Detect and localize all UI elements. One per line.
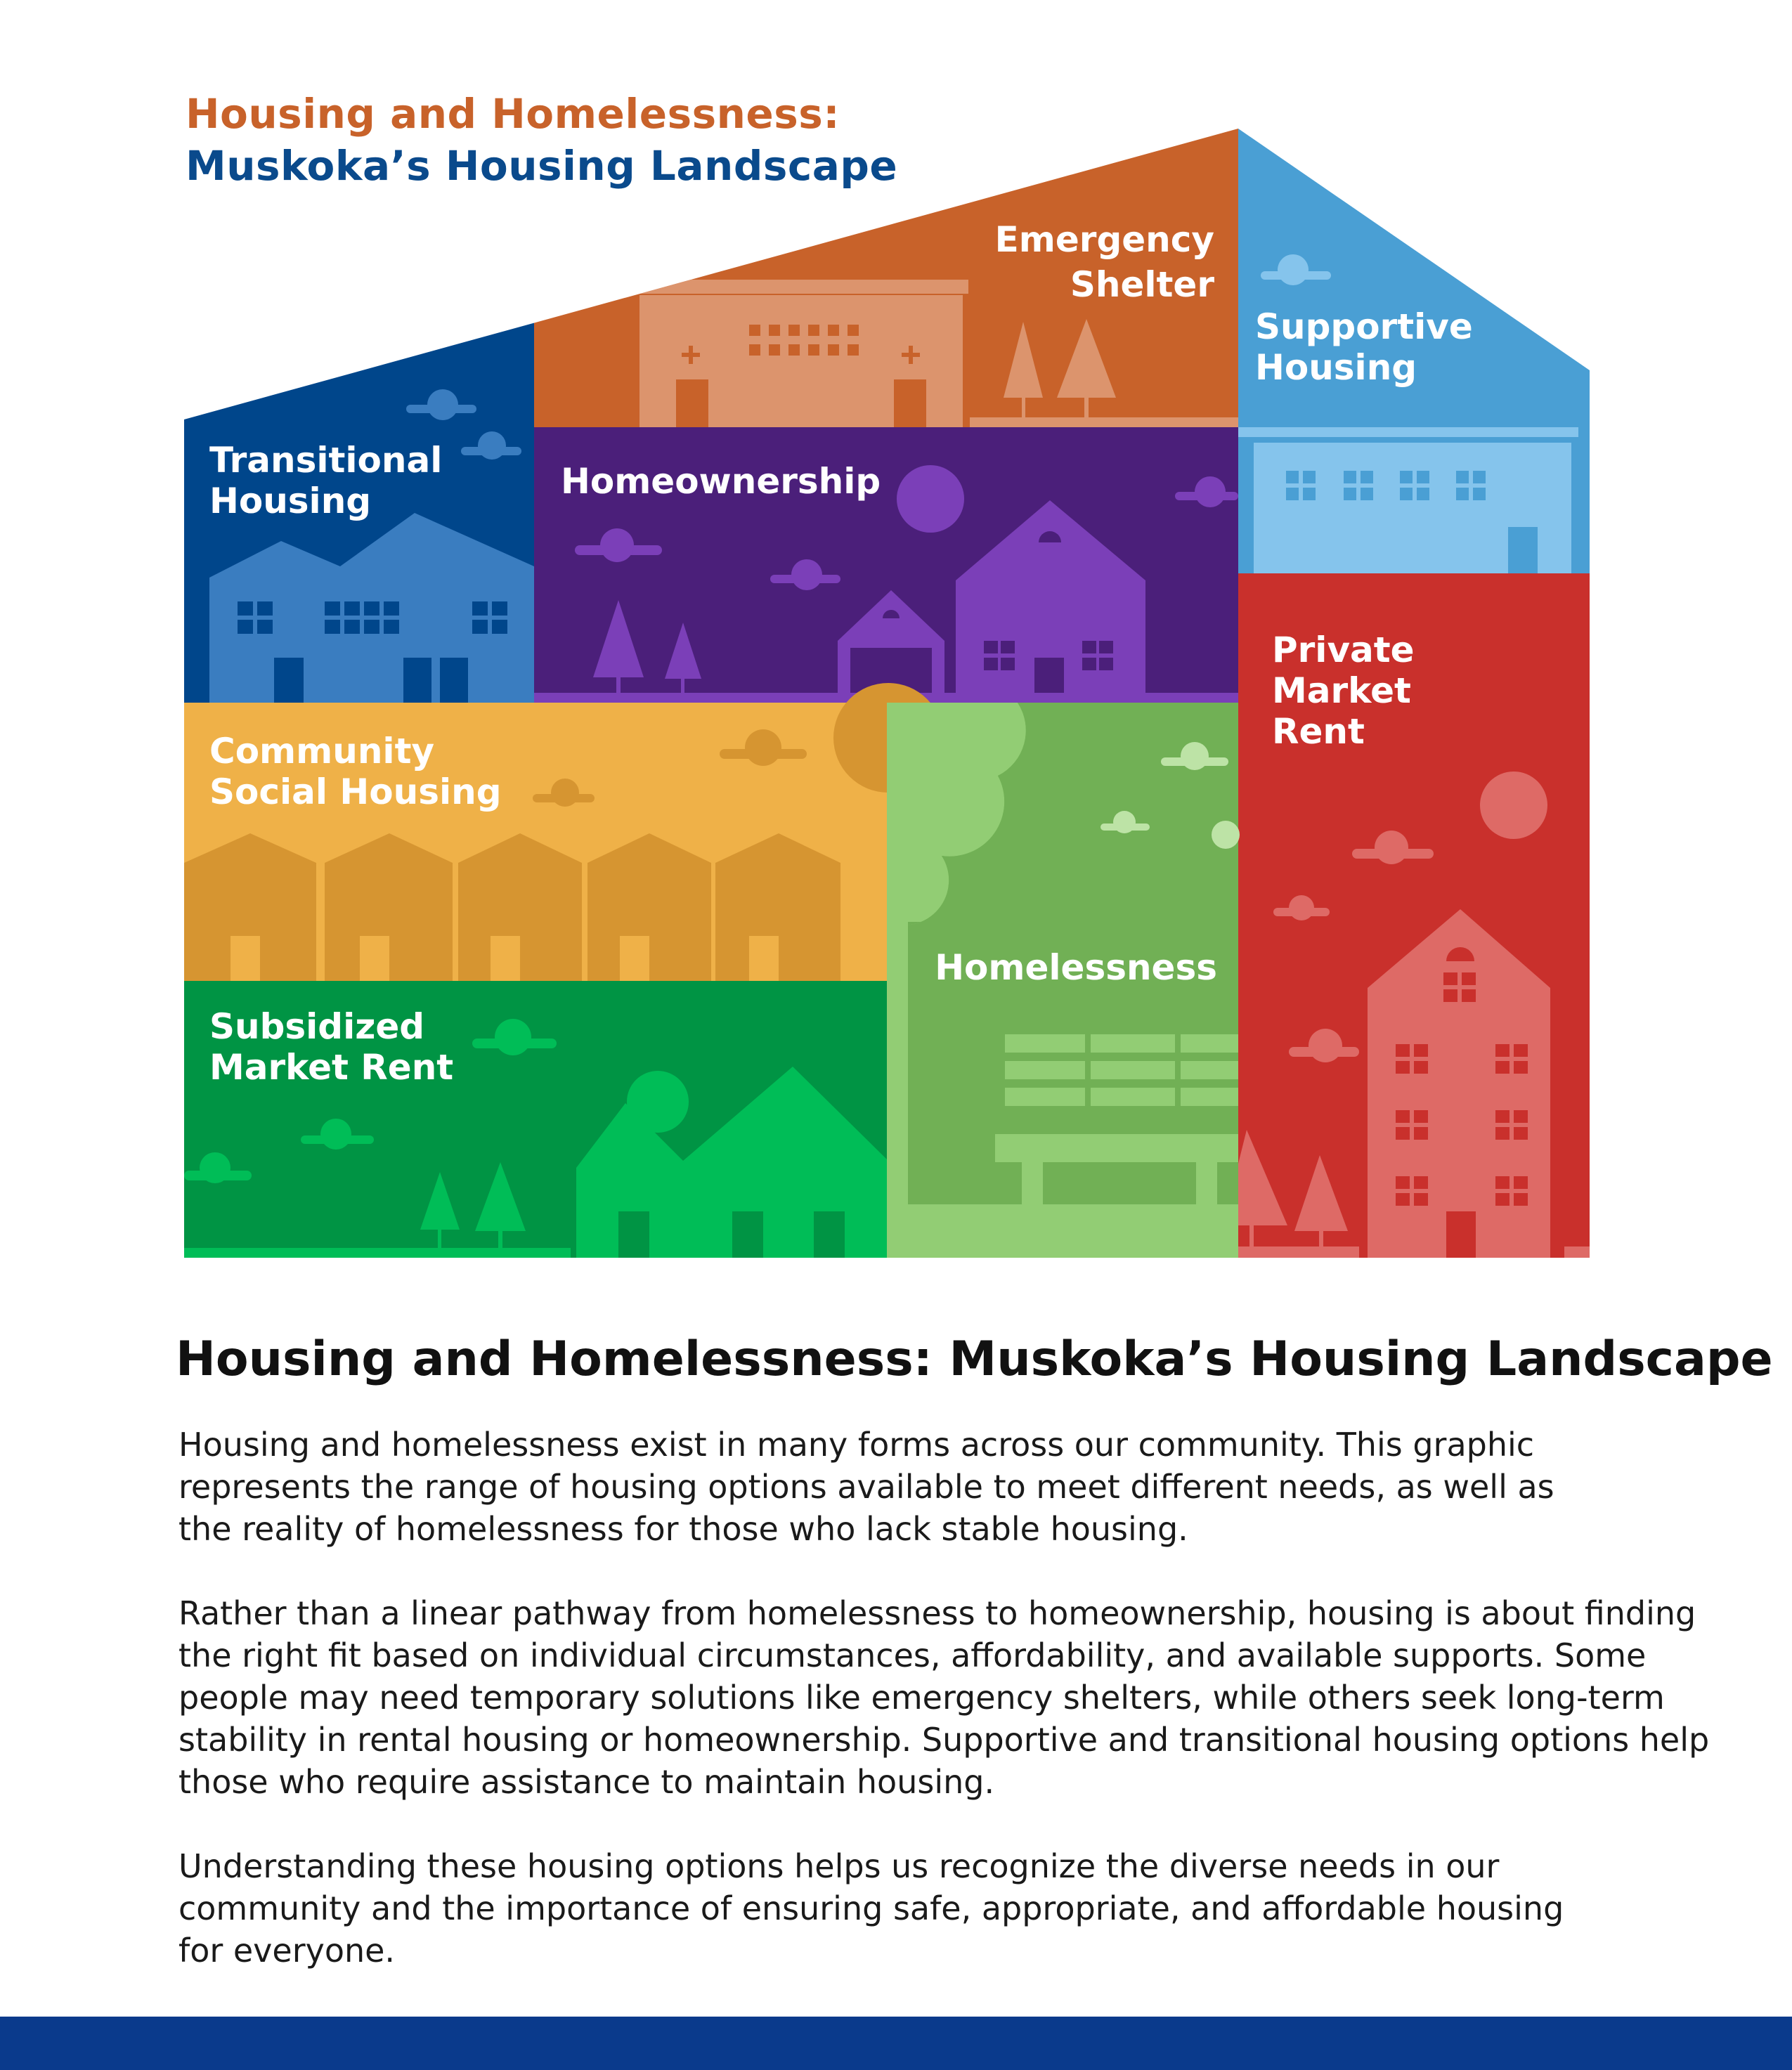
body-paragraph-2: Rather than a linear pathway from homelessness to homeownership, housing is about finding the right fit based on individual circumstances, affordability, and available supports. Some people may need temporary solutions like emergency shelters, while others seek long-term stability in rental housing or homeownership. Supportive and transitional housing options help those who require assistance to maintain housing.	[178, 1594, 1710, 1801]
private-market-rent-label: Private	[1272, 630, 1415, 670]
moon-icon	[897, 465, 964, 533]
community-social-housing-label-2: Social Housing	[209, 772, 502, 812]
graphic-title-line-1: Housing and Homelessness:	[186, 90, 840, 138]
homeownership-label: Homeownership	[561, 461, 881, 502]
supportive-housing-label: Supportive	[1255, 306, 1473, 347]
subsidized-market-rent-label-2: Market Rent	[209, 1047, 454, 1088]
supportive-housing-label-2: Housing	[1255, 347, 1417, 388]
sun-icon	[1480, 772, 1547, 839]
private-market-rent-label-2: Market	[1272, 670, 1411, 711]
page-heading: Housing and Homelessness: Muskoka’s Housing Landscape	[176, 1332, 1773, 1387]
footer-bar	[0, 2017, 1792, 2070]
emergency-shelter-label: Emergency	[994, 219, 1214, 260]
subsidized-market-rent-label: Subsidized	[209, 1006, 425, 1047]
community-social-housing-panel	[184, 683, 943, 981]
transitional-housing-label-2: Housing	[209, 481, 372, 521]
graphic-title-line-2: Muskoka’s Housing Landscape	[186, 142, 898, 190]
homelessness-label: Homelessness	[935, 947, 1217, 988]
body-paragraph-3: Understanding these housing options helps us recognize the diverse needs in our community and the importance of ensuring safe, appropriate, and affordable housing for everyone.	[178, 1847, 1564, 1970]
community-social-housing-label: Community	[209, 731, 435, 772]
emergency-shelter-label-2: Shelter	[1070, 264, 1214, 305]
private-market-rent-label-3: Rent	[1272, 711, 1365, 752]
body-paragraph-1: Housing and homelessness exist in many forms across our community. This graphic represents the range of housing options available to meet different needs, as well as the reality of homelessness for those who lack stable housing.	[178, 1426, 1554, 1548]
transitional-housing-label: Transitional	[209, 440, 443, 481]
